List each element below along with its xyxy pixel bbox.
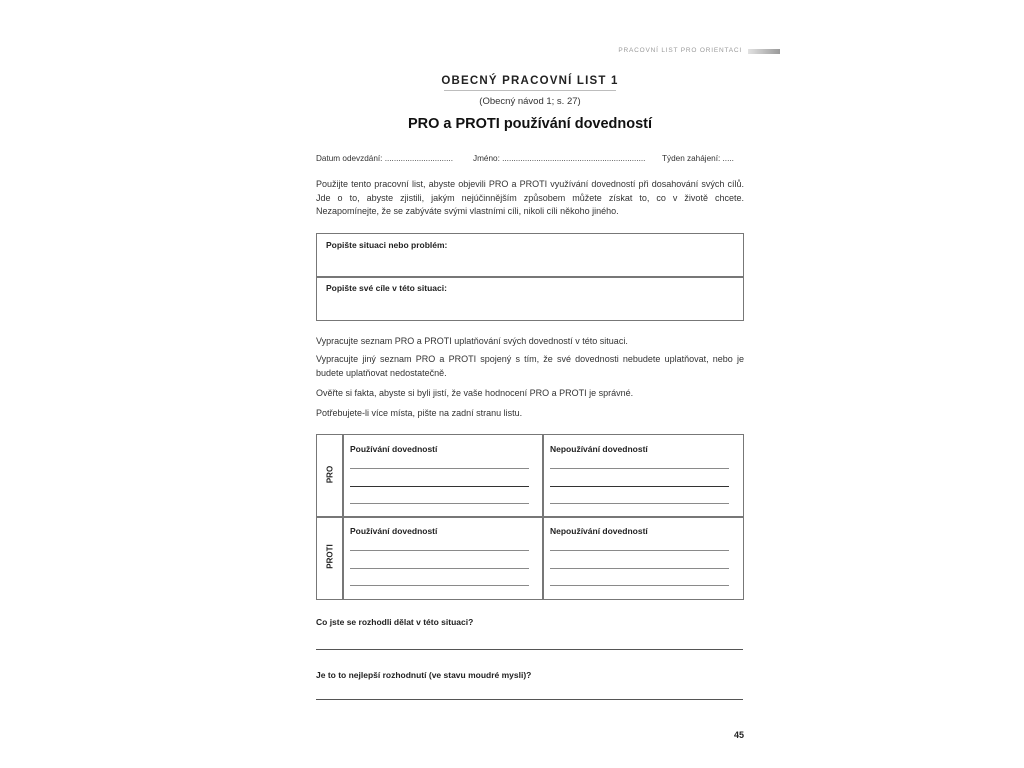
goals-label: Popište své cíle v této situaci: (326, 283, 447, 293)
write-line[interactable] (350, 486, 529, 487)
answer-line-best-decision[interactable] (316, 699, 743, 700)
question-best-decision: Je to to nejlepší rozhodnutí (ve stavu moudré mysli)? (316, 670, 532, 680)
running-header (600, 47, 780, 59)
cell-head-proti-using: Používání dovedností (350, 526, 438, 536)
name-field[interactable]: Jméno: ............................................................... (473, 154, 646, 163)
page-title: PRO a PROTI používání dovedností (407, 116, 653, 132)
worksheet-reference: (Obecný návod 1; s. 27) (479, 96, 581, 107)
grid-hline-middle (317, 516, 743, 518)
write-line[interactable] (350, 585, 529, 586)
box-divider (317, 276, 743, 278)
pros-cons-grid (316, 434, 744, 600)
week-field[interactable]: Týden zahájení: ..... (662, 154, 734, 163)
answer-line-decision[interactable] (316, 649, 743, 650)
running-header-bar (748, 49, 780, 54)
date-field[interactable]: Datum odevzdání: .............................. (316, 154, 453, 163)
write-line[interactable] (350, 550, 529, 551)
question-decision: Co jste se rozhodli dělat v této situaci? (316, 617, 474, 627)
write-line[interactable] (550, 503, 729, 504)
write-line[interactable] (350, 503, 529, 504)
cell-head-proti-not-using: Nepoužívání dovedností (550, 526, 648, 536)
instruction-2: Vypracujte jiný seznam PRO a PROTI spojený s tím, že své dovednosti nebudete uplatňovat, nebo je budete uplatňovat nedostatečně. (316, 354, 744, 378)
write-line[interactable] (550, 468, 729, 469)
write-line[interactable] (550, 568, 729, 569)
row-label-proti: PROTI (325, 544, 335, 569)
situation-box (316, 233, 744, 321)
cell-head-pro-using: Používání dovedností (350, 444, 438, 454)
write-line[interactable] (550, 486, 729, 487)
page-number: 45 (733, 730, 744, 740)
cell-head-pro-not-using: Nepoužívání dovedností (550, 444, 648, 454)
problem-label: Popište situaci nebo problém: (326, 240, 448, 250)
row-label-pro: PRO (325, 465, 335, 484)
write-line[interactable] (350, 468, 529, 469)
write-line[interactable] (350, 568, 529, 569)
intro-paragraph: Použijte tento pracovní list, abyste objevili PRO a PROTI využívání dovedností při dosahování svých cílů. Jde o to, abyste zjistili, jakým nejúčinnějším způsobem můžete získat to, co v životě chcete. Nezapomínejte, že se zabýváte svými vlastními cíli, nikoli cíli někoho jiného. (316, 179, 744, 216)
instruction-3: Ověřte si fakta, abyste si byli jistí, že vaše hodnocení PRO a PROTI je správné. (316, 388, 634, 398)
write-line[interactable] (550, 585, 729, 586)
instruction-1: Vypracujte seznam PRO a PROTI uplatňování svých dovedností v této situaci. (316, 336, 628, 346)
instruction-4: Potřebujete-li více místa, pište na zadní stranu listu. (316, 408, 523, 418)
title-underline (444, 90, 616, 91)
running-header-text: PRACOVNÍ LIST PRO ORIENTACI (618, 47, 742, 54)
worksheet-title: OBECNÝ PRACOVNÍ LIST 1 (441, 75, 619, 87)
write-line[interactable] (550, 550, 729, 551)
